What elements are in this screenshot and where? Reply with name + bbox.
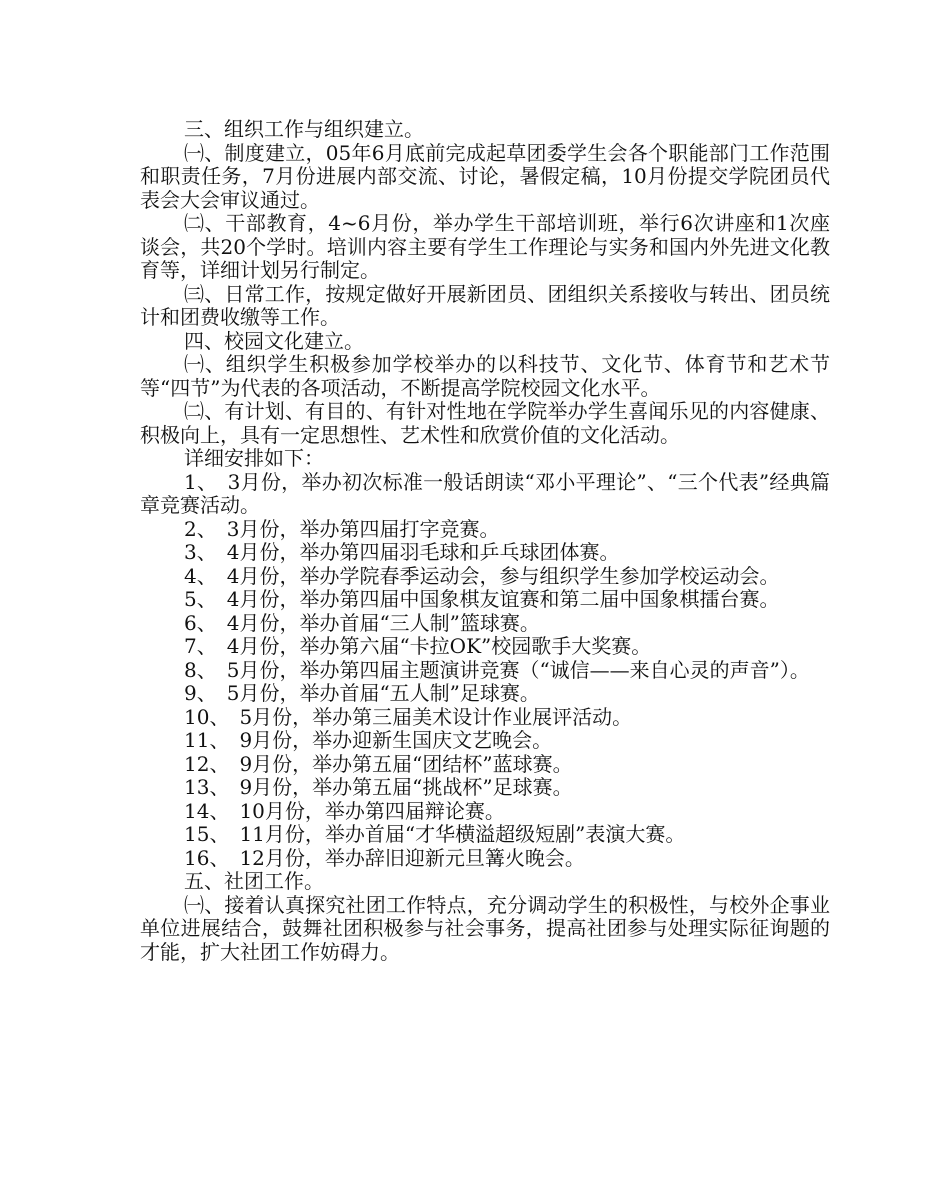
paragraph-cadre-education: ㈡、干部教育，4~6月份，举办学生干部培训班，举行6次讲座和1次座谈会，共20个学时。培训内容主要有学生工作理论与实务和国内外先进文化教育等，详细计划另行制定。 xyxy=(140,211,830,282)
paragraph-schedule-intro: 详细安排如下： xyxy=(184,446,324,470)
list-item: 5、 4月份，举办第四届中国象棋友谊赛和第二届中国象棋擂台赛。 xyxy=(184,587,780,611)
paragraph-system-building: ㈠、制度建立，05年6月底前完成起草团委学生会各个职能部门工作范围和职责任务，7月份进展内部交流、讨论，暑假定稿，10月份提交学院团员代表会大会审议通过。 xyxy=(140,140,830,212)
list-item: 3、 4月份，举办第四届羽毛球和乒乓球团体赛。 xyxy=(184,540,620,564)
paragraph-four-festivals: ㈠、组织学生积极参加学校举办的以科技节、文化节、体育节和艺术节等“四节”为代表的各项活动，不断提高学院校园文化水平。 xyxy=(140,352,830,400)
list-item: 1、 3月份，举办初次标准一般话朗读“邓小平理论”、“三个代表”经典篇章竞赛活动。 xyxy=(140,469,830,517)
list-item: 9、 5月份，举办首届“五人制”足球赛。 xyxy=(184,681,540,705)
list-item: 4、 4月份，举办学院春季运动会，参与组织学生参加学校运动会。 xyxy=(184,563,780,588)
paragraph-cultural-activities: ㈡、有计划、有目的、有针对性地在学院举办学生喜闻乐见的内容健康、积极向上，具有一定思想性、艺术性和欣赏价值的文化活动。 xyxy=(140,399,830,447)
list-item: 12、 9月份，举办第五届“团结杯”蓝球赛。 xyxy=(184,751,573,776)
list-item: 14、 10月份，举办第四届辩论赛。 xyxy=(184,798,505,823)
paragraph-daily-work: ㈢、日常工作，按规定做好开展新团员、团组织关系接收与转出、团员统计和团费收缴等工作。 xyxy=(140,281,830,329)
list-item: 7、 4月份，举办第六届“卡拉OK”校园歌手大奖赛。 xyxy=(184,634,652,658)
list-item: 8、 5月份，举办第四届主题演讲竞赛（“诚信——来自心灵的声音”）。 xyxy=(184,657,810,682)
section-heading-organization: 三、组织工作与组织建立。 xyxy=(184,117,424,141)
list-item: 11、 9月份，举办迎新生国庆文艺晚会。 xyxy=(184,728,553,752)
list-item: 10、 5月份，举办第三届美术设计作业展评活动。 xyxy=(184,704,633,729)
list-item: 6、 4月份，举办首届“三人制”篮球赛。 xyxy=(184,610,540,635)
list-item: 15、 11月份，举办首届“才华横溢超级短剧”表演大赛。 xyxy=(184,822,686,846)
section-heading-campus-culture: 四、校园文化建立。 xyxy=(184,328,364,353)
paragraph-club-work: ㈠、接着认真探究社团工作特点，充分调动学生的积极性，与校外企事业单位进展结合，鼓舞社团积极参与社会事务，提高社团参与处理实际征询题的才能，扩大社团工作妨碍力。 xyxy=(140,892,830,964)
list-item: 16、 12月份，举办辞旧迎新元旦篝火晚会。 xyxy=(184,845,585,870)
list-item: 2、 3月份，举办第四届打字竞赛。 xyxy=(184,516,500,541)
section-heading-clubs: 五、社团工作。 xyxy=(184,869,324,893)
list-item: 13、 9月份，举办第五届“挑战杯”足球赛。 xyxy=(184,775,573,799)
document-body xyxy=(140,118,830,964)
